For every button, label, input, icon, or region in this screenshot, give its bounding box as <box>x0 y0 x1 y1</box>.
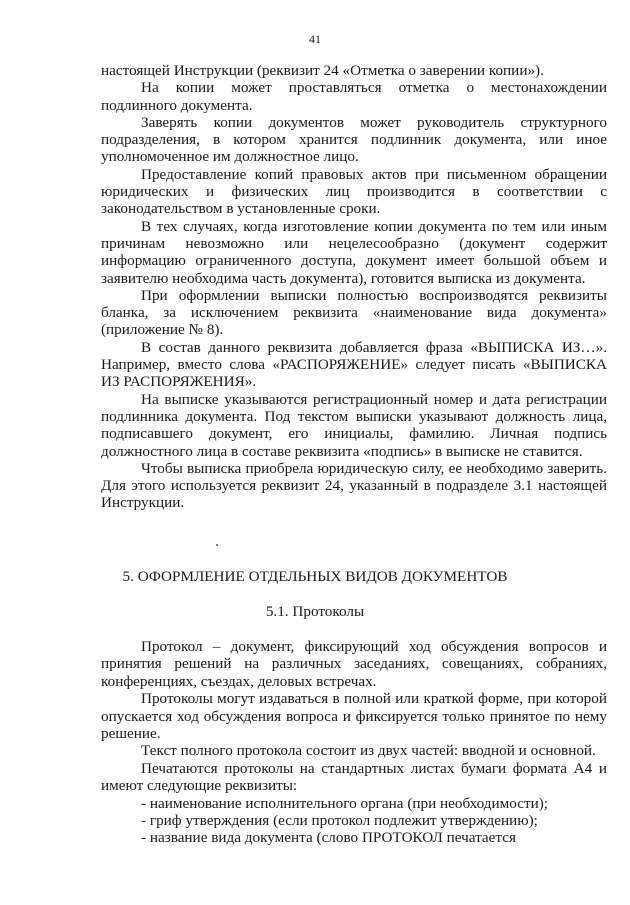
paragraph: На выписке указываются регистрационный номер и дата регистрации подлинника документа. Под текстом выписки указывают должность лица, подписавшего документ, его инициалы, фамилию. Личная подпись должностного лица в составе реквизита «подпись» в выписке не ставится. <box>101 390 607 460</box>
paragraph: На копии может проставляться отметка о местонахождении подлинного документа. <box>101 79 607 114</box>
body-text-top <box>101 62 607 512</box>
paragraph: Протокол – документ, фиксирующий ход обсуждения вопросов и принятия решений на различных заседаниях, совещаниях, собраниях, конференциях, съездах, деловых встречах. <box>101 638 607 690</box>
requisites-list <box>101 795 607 847</box>
list-item: - наименование исполнительного органа (при необходимости); <box>141 794 549 812</box>
paragraph: Протоколы могут издаваться в полной или краткой форме, при которой опускается ход обсуждения вопроса и фиксируется только принятое по нему решение. <box>101 690 607 743</box>
paragraph: Предоставление копий правовых актов при письменном обращении юридических и физических лиц производится в соответствии с законодательством в установленные сроки. <box>101 165 607 218</box>
paragraph: Заверять копии документов может руководитель структурного подразделения, в котором хранится подлинник документа, или иное уполномоченное им должностное лицо. <box>101 113 607 166</box>
page-number: 41 <box>309 32 321 46</box>
paragraph: Текст полного протокола состоит из двух частей: вводной и основной. <box>141 742 596 760</box>
stray-mark <box>216 544 218 546</box>
section-heading: 5. ОФОРМЛЕНИЕ ОТДЕЛЬНЫХ ВИДОВ ДОКУМЕНТОВ <box>122 568 508 585</box>
paragraph: В состав данного реквизита добавляется фраза «ВЫПИСКА ИЗ…». Например, вместо слова «РАСПОРЯЖЕНИЕ» следует писать «ВЫПИСКА ИЗ РАСПОРЯЖЕНИЯ». <box>101 338 607 391</box>
paragraph: Чтобы выписка приобрела юридическую силу, ее необходимо заверить. Для этого используется реквизит 24, указанный в подразделе 3.1 настоящей Инструкции. <box>101 459 607 512</box>
paragraph: При оформлении выписки полностью воспроизводятся реквизиты бланка, за исключением реквизита «наименование вида документа» (приложение № 8). <box>101 286 607 339</box>
paragraph: В тех случаях, когда изготовление копии документа по тем или иным причинам невозможно или нецелесообразно (документ содержит информацию ограниченного доступа, документ имеет большой объем и заявителю необходима часть документа), готовится выписка из документа. <box>101 217 607 287</box>
list-item: - название вида документа (слово ПРОТОКОЛ печатается <box>141 829 516 847</box>
subsection-heading: 5.1. Протоколы <box>265 603 365 620</box>
paragraph: Печатаются протоколы на стандартных листах бумаги формата А4 и имеют следующие реквизиты: <box>101 759 607 795</box>
list-item: - гриф утверждения (если протокол подлежит утверждению); <box>141 812 538 830</box>
paragraph: настоящей Инструкции (реквизит 24 «Отметка о заверении копии»). <box>101 62 544 79</box>
body-text-bottom <box>101 638 607 847</box>
